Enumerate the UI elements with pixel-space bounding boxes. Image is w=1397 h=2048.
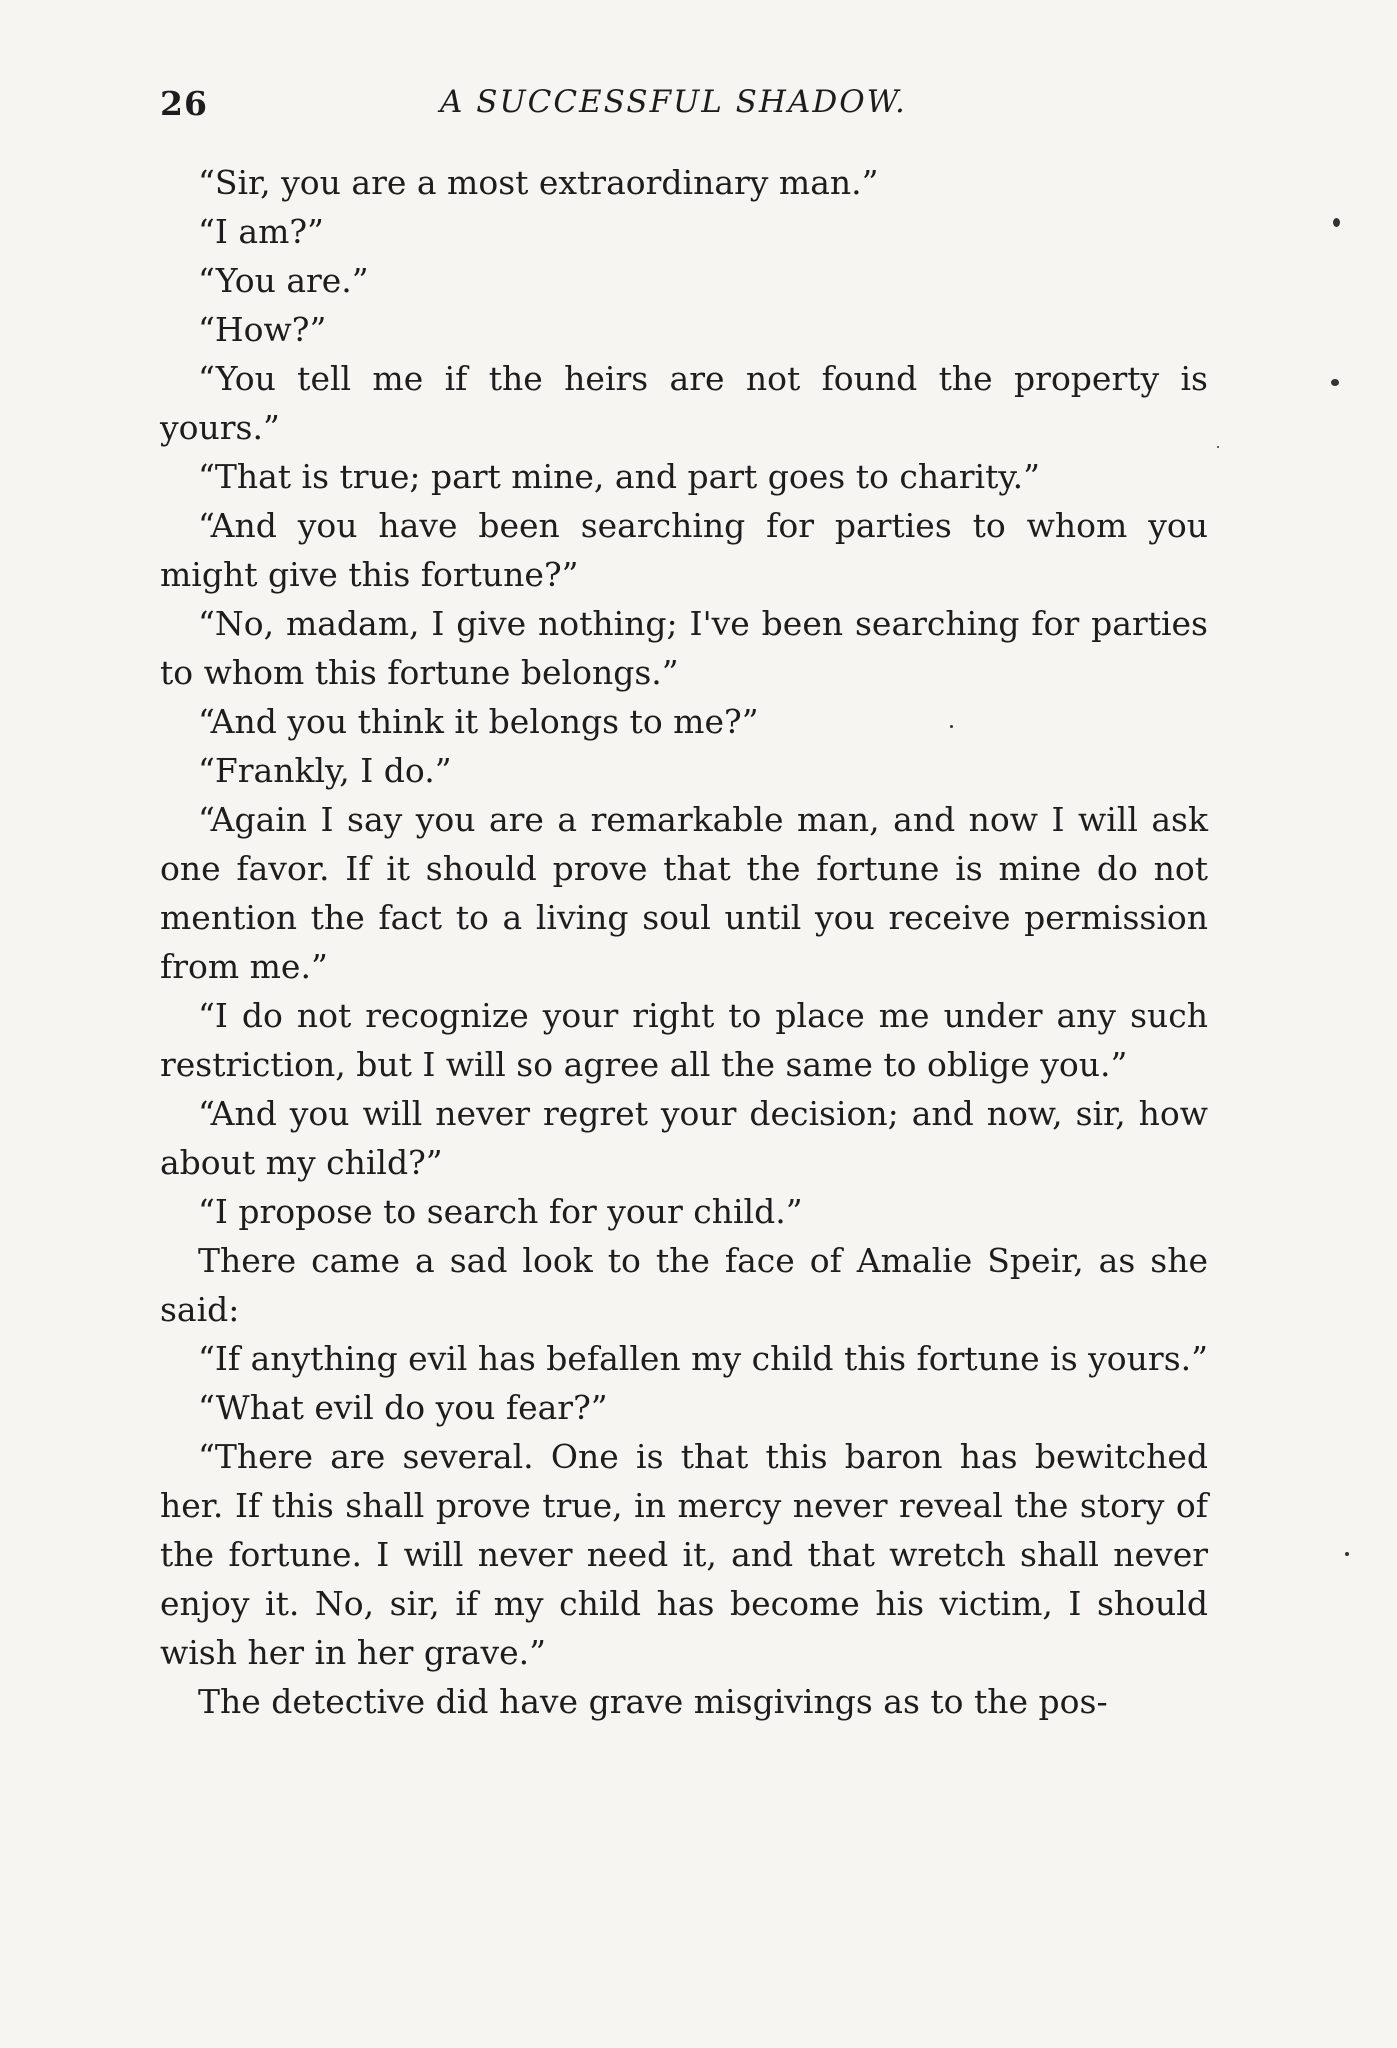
paragraph: “There are several. One is that this baron has bewitched her. If this shall prove true, in mercy never reveal the story of the fortune. I will never need it, and that wretch shall never enjoy it. No, sir, if my child has become his victim, I should wish her in her grave.” — [160, 1437, 1208, 1672]
paragraph: “I do not recognize your right to place me under any such restriction, but I will so agree all the same to oblige you.” — [160, 996, 1208, 1084]
paragraph: “You are.” — [198, 261, 369, 300]
body-text — [160, 158, 1208, 1726]
paragraph: “I propose to search for your child.” — [198, 1192, 803, 1231]
paragraph: “And you have been searching for parties to whom you might give this fortune?” — [160, 506, 1208, 594]
paragraph: “No, madam, I give nothing; I've been searching for parties to whom this fortune belongs.” — [160, 604, 1208, 692]
running-head — [160, 84, 1210, 134]
ink-speck — [1333, 218, 1340, 227]
page-number: 26 — [160, 84, 208, 123]
paragraph: “I am?” — [198, 212, 324, 251]
paragraph: “And you think it belongs to me?” — [198, 702, 759, 741]
ink-speck — [1331, 379, 1339, 386]
paragraph: “If anything evil has befallen my child this fortune is yours.” — [198, 1339, 1208, 1378]
ink-speck — [950, 725, 953, 728]
paragraph: “That is true; part mine, and part goes to charity.” — [198, 457, 1040, 496]
paragraph: “Again I say you are a remarkable man, and now I will ask one favor. If it should prove that the fortune is mine do not mention the fact to a living soul until you receive permission from me.” — [160, 800, 1208, 986]
paragraph: “You tell me if the heirs are not found the property is yours.” — [160, 359, 1208, 447]
paragraph: “Frankly, I do.” — [198, 751, 452, 790]
paragraph: “How?” — [198, 310, 327, 349]
ink-speck — [1217, 446, 1219, 448]
paragraph: “Sir, you are a most extraordinary man.” — [198, 163, 879, 202]
paragraph: There came a sad look to the face of Amalie Speir, as she said: — [160, 1241, 1208, 1329]
paragraph: “And you will never regret your decision; and now, sir, how about my child?” — [160, 1094, 1208, 1182]
paragraph: “What evil do you fear?” — [198, 1388, 608, 1427]
running-title: A SUCCESSFUL SHADOW. — [440, 84, 907, 120]
paragraph: The detective did have grave misgivings as to the pos- — [198, 1682, 1108, 1721]
ink-speck — [1345, 1552, 1349, 1556]
